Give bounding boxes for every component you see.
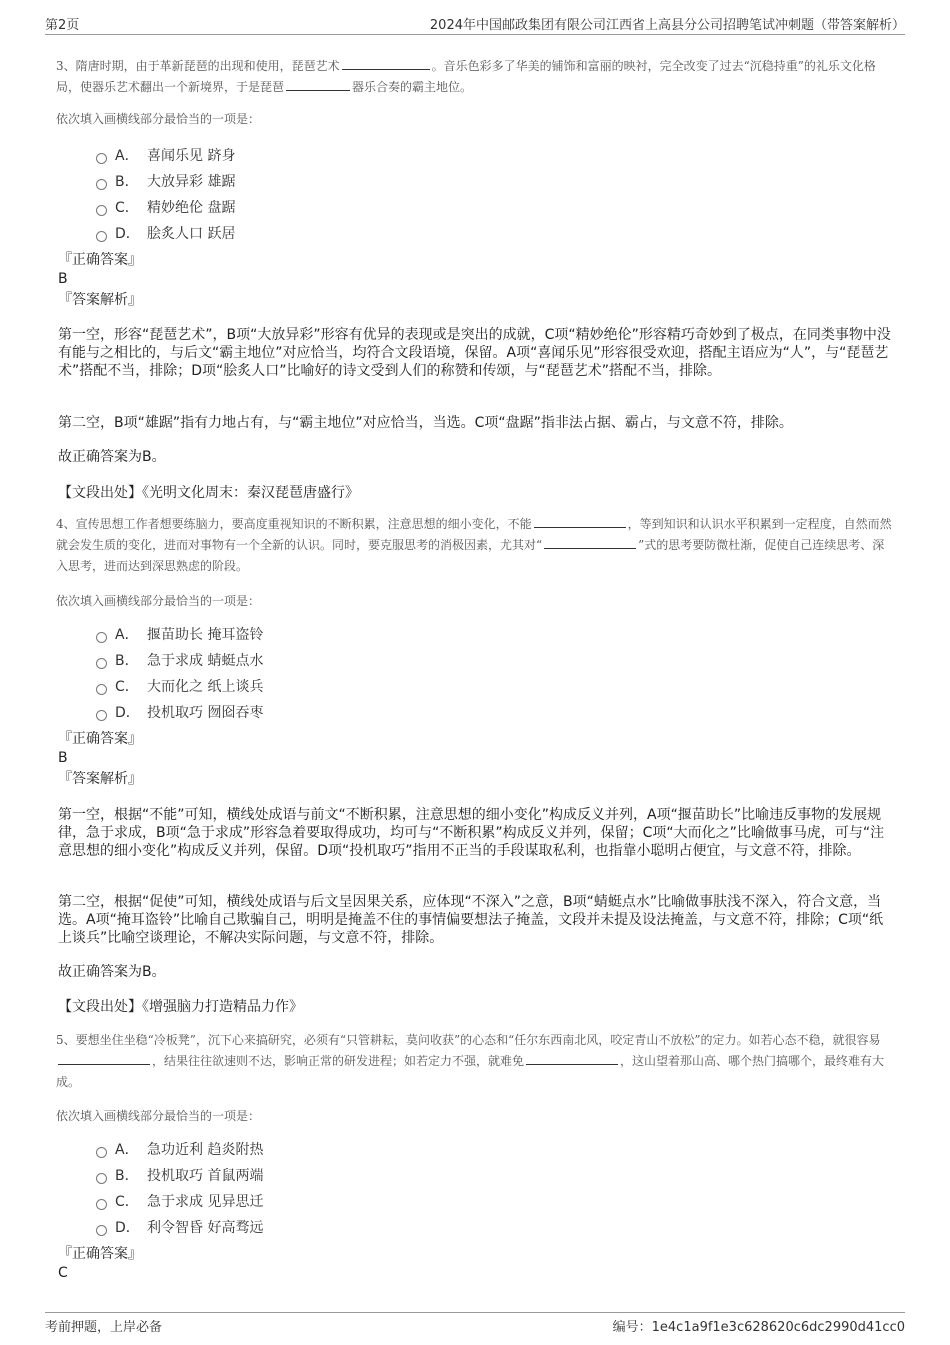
option-text: 揠苗助长 掩耳盗铃 bbox=[147, 627, 264, 643]
option-letter: D． bbox=[115, 705, 140, 721]
radio-icon[interactable] bbox=[96, 153, 107, 164]
radio-icon[interactable] bbox=[96, 710, 107, 721]
question-5-part-b: ，结果往往欲速则不达，影响正常的研发进程；如若定力不强，就难免 bbox=[152, 1054, 525, 1068]
radio-icon[interactable] bbox=[96, 1199, 107, 1210]
question-4-analysis-3: 故正确答案为B。 bbox=[58, 964, 166, 980]
option-a[interactable] bbox=[96, 621, 596, 647]
blank bbox=[544, 536, 636, 549]
option-letter: C． bbox=[115, 200, 139, 216]
option-text: 大而化之 纸上谈兵 bbox=[147, 679, 264, 695]
analysis-label: 『答案解析』 bbox=[58, 771, 142, 787]
question-3-part-c: 器乐合奏的霸主地位。 bbox=[352, 80, 473, 94]
option-letter: B． bbox=[115, 653, 139, 669]
question-4-part-b: ，等到知识和认识水平积累到一定程度，自然而然就会发生质的变化，进而对事物有一个全新的认识。同时，要克服思考的消极因素，尤其对“ bbox=[56, 517, 892, 552]
footer-code-value: 1e4c1a9f1e3c628620c6dc2990d41cc0 bbox=[651, 1320, 905, 1335]
answer-label: 『正确答案』 bbox=[58, 731, 142, 747]
answer-value: C bbox=[58, 1265, 68, 1281]
blank bbox=[534, 515, 626, 528]
option-text: 脍炙人口 跃居 bbox=[147, 226, 236, 242]
option-letter: A． bbox=[115, 148, 139, 164]
option-text: 投机取巧 囫囵吞枣 bbox=[147, 705, 264, 721]
option-letter: D． bbox=[115, 1220, 140, 1236]
question-4-answer-block bbox=[58, 730, 142, 789]
document-title: 2024年中国邮政集团有限公司江西省上高县分公司招聘笔试冲刺题（带答案解析） bbox=[429, 18, 905, 33]
question-4-part-a: 4、宣传思想工作者想要练脑力，要高度重视知识的不断积累，注意思想的细小变化，不能 bbox=[56, 517, 532, 531]
question-4-source: 【文段出处】《增强脑力打造精品力作》 bbox=[58, 999, 303, 1015]
blank bbox=[286, 78, 350, 91]
question-4-text bbox=[56, 514, 896, 577]
radio-icon[interactable] bbox=[96, 684, 107, 695]
question-5-options bbox=[96, 1136, 596, 1240]
option-c[interactable] bbox=[96, 1188, 596, 1214]
option-d[interactable] bbox=[96, 1214, 596, 1240]
page-footer bbox=[45, 1312, 905, 1338]
blank bbox=[58, 1052, 150, 1065]
question-3-options bbox=[96, 142, 596, 246]
question-3-prompt: 依次填入画横线部分最恰当的一项是： bbox=[56, 112, 261, 126]
option-letter: A． bbox=[115, 627, 139, 643]
question-3-part-a: 3、隋唐时期，由于革新琵琶的出现和使用，琵琶艺术 bbox=[56, 59, 340, 73]
option-letter: B． bbox=[115, 174, 139, 190]
radio-icon[interactable] bbox=[96, 1173, 107, 1184]
radio-icon[interactable] bbox=[96, 1147, 107, 1158]
option-a[interactable] bbox=[96, 1136, 596, 1162]
page-number: 第2页 bbox=[45, 18, 80, 33]
radio-icon[interactable] bbox=[96, 658, 107, 669]
option-d[interactable] bbox=[96, 220, 596, 246]
question-4-options bbox=[96, 621, 596, 725]
question-5-prompt: 依次填入画横线部分最恰当的一项是： bbox=[56, 1109, 261, 1123]
question-4-part-c: ”式的思考要防微杜渐，促使自己连续思考、深入思考，进而达到深思熟虑的阶段。 bbox=[56, 538, 885, 573]
question-3-text bbox=[56, 56, 896, 98]
question-5-part-a: 5、要想坐住坐稳“冷板凳”，沉下心来搞研究，必须有“只管耕耘，莫问收获”的心态和“任尔东西南北风，咬定青山不放松”的定力。如若心态不稳，就很容易 bbox=[56, 1033, 881, 1047]
option-letter: C． bbox=[115, 1194, 139, 1210]
answer-value: B bbox=[58, 750, 68, 766]
option-b[interactable] bbox=[96, 1162, 596, 1188]
footer-code-label: 编号： bbox=[612, 1320, 652, 1335]
option-d[interactable] bbox=[96, 699, 596, 725]
question-4-analysis-1: 第一空，根据“不能”可知，横线处成语与前文“不断积累，注意思想的细小变化”构成反义并列，A项“揠苗助长”比喻违反事物的发展规律，急于求成，B项“急于求成”形容急着要取得成功，均可与“不断积累”构成反义并列，保留；C项“大而化之”比喻做事马虎，可与“注意思想的细小变化”构成反义并列，保留。D项“投机取巧”指用不正当的手段谋取私利，也指靠小聪明占便宜，与文意不符，排除。 bbox=[58, 807, 885, 859]
option-text: 喜闻乐见 跻身 bbox=[147, 148, 236, 164]
analysis-label: 『答案解析』 bbox=[58, 292, 142, 308]
question-4-prompt: 依次填入画横线部分最恰当的一项是： bbox=[56, 594, 261, 608]
option-b[interactable] bbox=[96, 168, 596, 194]
option-c[interactable] bbox=[96, 673, 596, 699]
option-text: 利令智昏 好高骛远 bbox=[147, 1220, 264, 1236]
question-3-part-b: 。音乐色彩多了华美的铺饰和富丽的映衬，完全改变了过去“沉稳持重”的礼乐文化格局，使器乐艺术翻出一个新境界，于是琵琶 bbox=[56, 59, 876, 94]
question-3-analysis-3: 故正确答案为B。 bbox=[58, 449, 166, 465]
question-3-analysis-2: 第二空，B项“雄踞”指有力地占有，与“霸主地位”对应恰当，当选。C项“盘踞”指非法占据、霸占，与文意不符，排除。 bbox=[58, 415, 793, 431]
answer-label: 『正确答案』 bbox=[58, 1246, 142, 1262]
option-letter: B． bbox=[115, 1168, 139, 1184]
radio-icon[interactable] bbox=[96, 179, 107, 190]
blank bbox=[526, 1052, 618, 1065]
option-text: 投机取巧 首鼠两端 bbox=[147, 1168, 264, 1184]
footer-code bbox=[613, 1316, 905, 1335]
answer-label: 『正确答案』 bbox=[58, 252, 142, 268]
page-header bbox=[45, 14, 905, 35]
option-text: 大放异彩 雄踞 bbox=[147, 174, 236, 190]
option-text: 急于求成 见异思迁 bbox=[147, 1194, 264, 1210]
question-4-analysis-2: 第二空，根据“促使”可知，横线处成语与后文呈因果关系，应体现“不深入”之意，B项“蜻蜓点水”比喻做事肤浅不深入，符合文意，当选。A项“掩耳盗铃”比喻自己欺骗自己，明明是掩盖不住的事情偏要想法子掩盖，文段并未提及设法掩盖，与文意不符，排除；C项“纸上谈兵”比喻空谈理论，不解决实际问题，与文意不符，排除。 bbox=[58, 894, 884, 946]
question-3-answer-block bbox=[58, 251, 142, 310]
radio-icon[interactable] bbox=[96, 231, 107, 242]
radio-icon[interactable] bbox=[96, 205, 107, 216]
option-text: 急于求成 蜻蜓点水 bbox=[147, 653, 264, 669]
option-c[interactable] bbox=[96, 194, 596, 220]
question-5-answer-block bbox=[58, 1245, 142, 1283]
question-5-text bbox=[56, 1030, 896, 1093]
blank bbox=[342, 57, 430, 70]
radio-icon[interactable] bbox=[96, 1225, 107, 1236]
answer-value: B bbox=[58, 271, 68, 287]
option-letter: A． bbox=[115, 1142, 139, 1158]
radio-icon[interactable] bbox=[96, 632, 107, 643]
option-text: 急功近利 趋炎附热 bbox=[147, 1142, 264, 1158]
question-3-analysis-1: 第一空，形容“琵琶艺术”，B项“大放异彩”形容有优异的表现或是突出的成就，C项“精妙绝伦”形容精巧奇妙到了极点，在同类事物中没有能与之相比的，与后文“霸主地位”对应恰当，均符合文段语境，保留。A项“喜闻乐见”形容很受欢迎，搭配主语应为“人”，与“琵琶艺术”搭配不当，排除；D项“脍炙人口”比喻好的诗文受到人们的称赞和传颂，与“琵琶艺术”搭配不当，排除。 bbox=[58, 327, 891, 379]
question-3-source: 【文段出处】《光明文化周末：秦汉琵琶唐盛行》 bbox=[58, 485, 359, 501]
option-b[interactable] bbox=[96, 647, 596, 673]
footer-slogan: 考前押题，上岸必备 bbox=[45, 1320, 163, 1335]
question-5-part-c: ，这山望着那山高、哪个热门搞哪个，最终难有大成。 bbox=[56, 1054, 885, 1089]
option-letter: D． bbox=[115, 226, 140, 242]
option-text: 精妙绝伦 盘踞 bbox=[147, 200, 236, 216]
option-letter: C． bbox=[115, 679, 139, 695]
option-a[interactable] bbox=[96, 142, 596, 168]
